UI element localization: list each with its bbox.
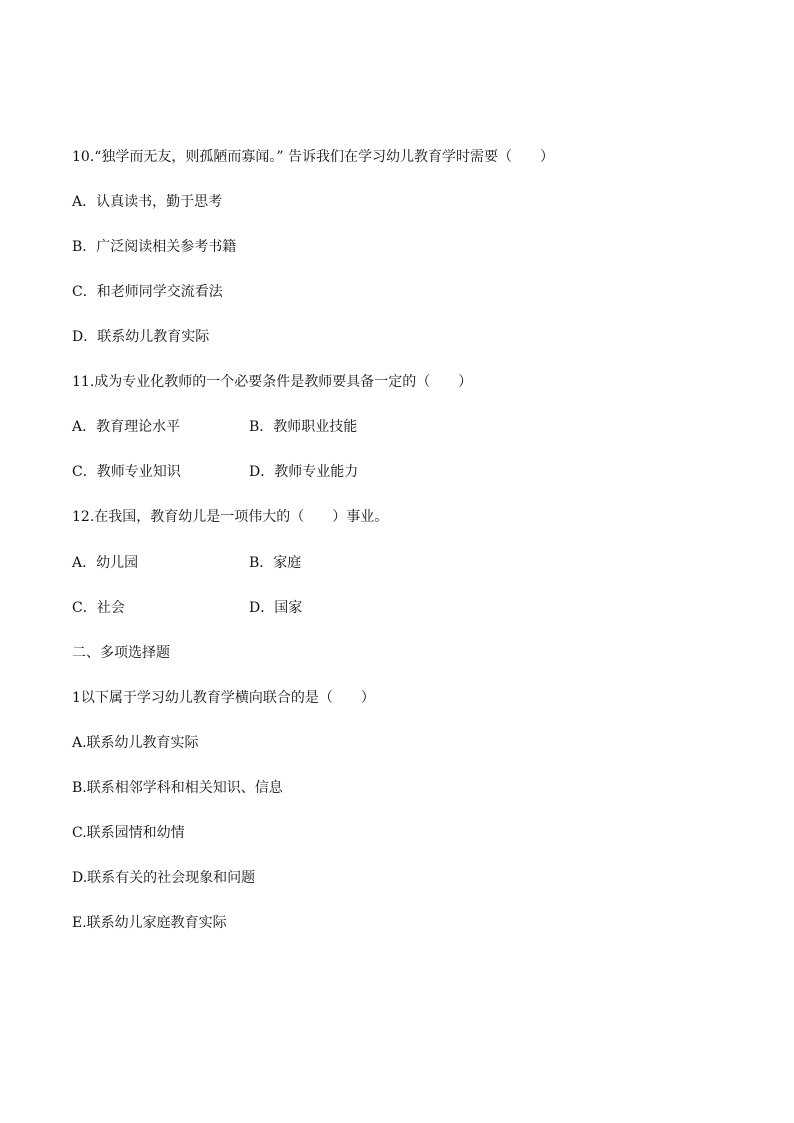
- question-11-option-d: D．教师专业能力: [249, 464, 359, 480]
- question-11-stem: 11.成为专业化教师的一个必要条件是教师要具备一定的（ ）: [72, 374, 473, 390]
- question-11-option-a: A．教育理论水平: [72, 419, 181, 435]
- multi-question-1-option-b: B.联系相邻学科和相关知识、信息: [72, 780, 283, 796]
- question-11-option-b: B．教师职业技能: [249, 419, 358, 435]
- question-10-option-a: A．认真读书，勤于思考: [72, 194, 223, 210]
- question-12-option-b: B．家庭: [249, 555, 302, 571]
- multi-question-1-option-d: D.联系有关的社会现象和问题: [72, 870, 256, 886]
- question-10-option-b: B．广泛阅读相关参考书籍: [72, 239, 237, 255]
- question-12-option-d: D．国家: [249, 600, 303, 616]
- question-10-stem: 10.“独学而无友，则孤陋而寡闻。” 告诉我们在学习幼儿教育学时需要（ ）: [72, 149, 555, 165]
- multi-question-1-option-a: A.联系幼儿教育实际: [72, 735, 199, 751]
- multi-question-1-stem: 1以下属于学习幼儿教育学横向联合的是（ ）: [72, 690, 375, 706]
- question-12-option-c: C．社会: [72, 600, 125, 616]
- question-12-option-a: A．幼儿园: [72, 555, 139, 571]
- multi-question-1-option-c: C.联系园情和幼情: [72, 825, 185, 841]
- multi-question-1-option-e: E.联系幼儿家庭教育实际: [72, 915, 227, 931]
- question-11-option-c: C．教师专业知识: [72, 464, 181, 480]
- question-10-option-c: C．和老师同学交流看法: [72, 284, 223, 300]
- question-10-option-d: D．联系幼儿教育实际: [72, 329, 210, 345]
- question-12-stem: 12.在我国，教育幼儿是一项伟大的（ ）事业。: [72, 509, 389, 525]
- section-2-heading: 二、多项选择题: [72, 645, 170, 661]
